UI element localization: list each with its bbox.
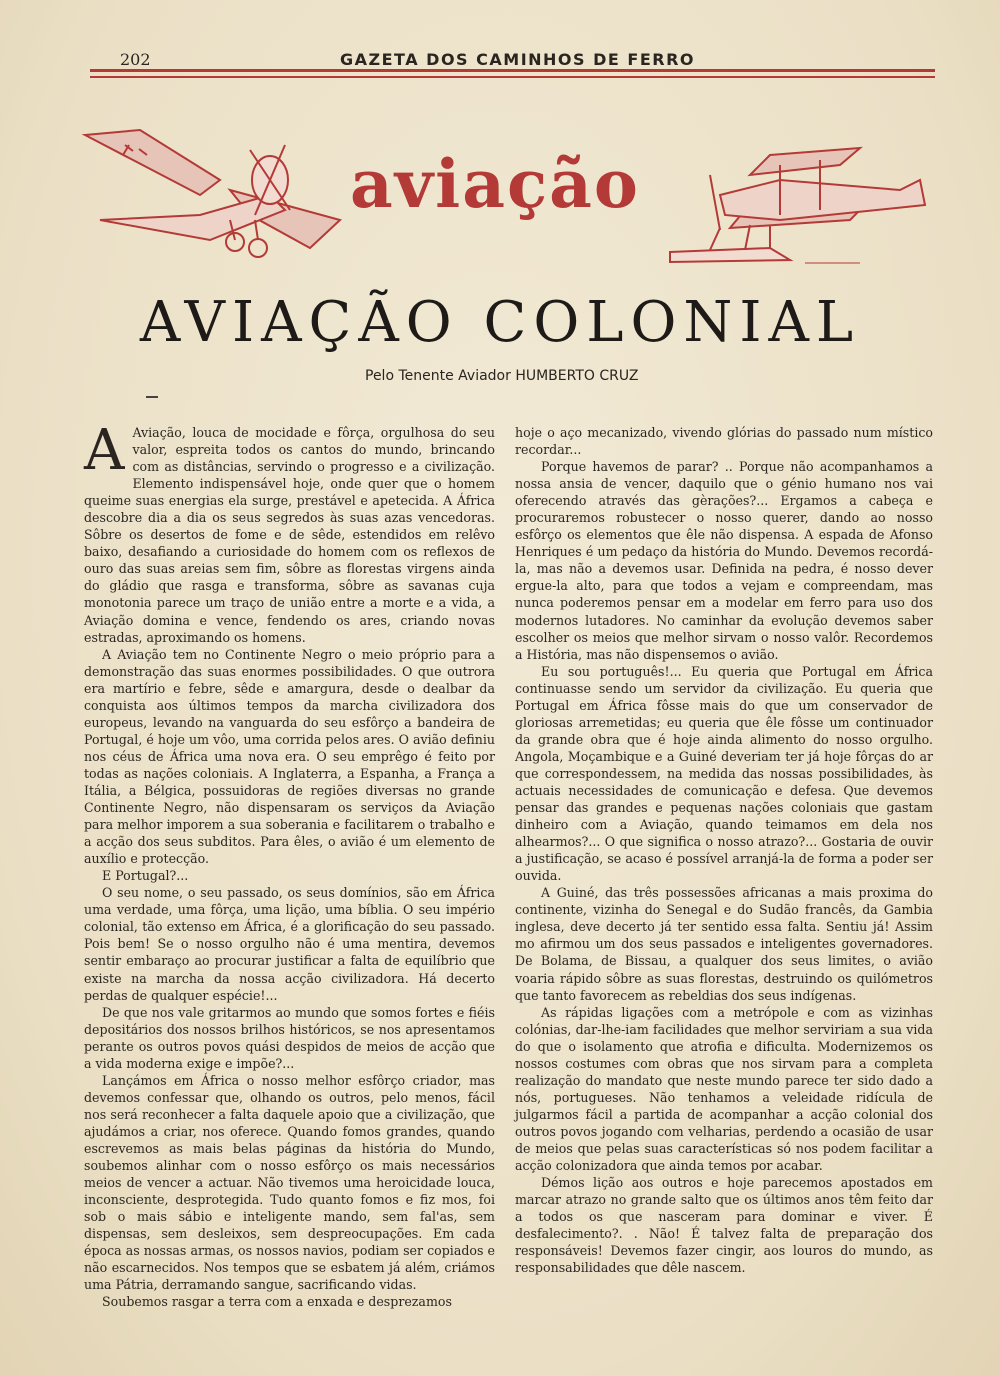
right-column	[515, 424, 933, 1276]
paragraph: O seu nome, o seu passado, os seus domínios, são em África uma verdade, uma fôrça, uma lição, uma bíblia. O seu império colonial, tão extenso em África, é a glorificação do seu passado. Pois bem! Se o nosso orgulho não é uma mentira, devemos sentir embaraço ao procurar justificar a falta de equilíbrio que existe na marcha da nossa acção civilizadora. Há decerto perdas de qualquer espécie!...	[84, 885, 495, 1003]
paragraph: E Portugal?...	[102, 868, 189, 884]
banner-word: aviação	[350, 145, 640, 223]
article-title: AVIAÇÃO COLONIAL	[139, 290, 861, 355]
left-column	[84, 418, 495, 1310]
paragraph: Eu sou português!... Eu queria que Portugal em África continuasse sendo um servidor da civilização. Eu queria que Portugal em África fôsse mais do que um conservador de gloriosas arremetidas; eu queria que êle fôsse um continuador da grande obra que é hoje ainda alimento do nosso orgulho. Angola, Moçambique e a Guiné deveriam ter já hoje fôrças do ar que correspondessem, na medida das nossas possibilidades, às actuais necessidades de comunicação e defesa. Que devemos pensar das grandes e pequenas nações coloniais que gastam dinheiro com a Aviação, quando teimamos em dela nos alhearmos?... O que significa o nosso atrazo?... Gostaria de ouvir a justificação, se acaso é possível arranjá-la de forma a poder ser ouvida.	[515, 663, 933, 884]
separator-dash	[146, 396, 158, 398]
paragraph: Démos lição aos outros e hoje parecemos apostados em marcar atrazo no grande salto que os últimos anos têm feito dar a todos os que nasceram para dominar e viver. É desfalecimento?. . Não! É talvez falta de preparação dos responsáveis! Devemos fazer cingir, aos louros do mundo, as responsabilidades que dêle nascem.	[515, 1175, 933, 1276]
paragraph: Aviação, louca de mocidade e fôrça, orgulhosa do seu valor, espreita todos os cantos do mundo, brincando com as distâncias, servindo o progresso e a civilização. Elemento indispensável hoje, onde quer que o homem queime suas energias ela surge, prestável e apetecida. A África descobre dia a dia os seus segredos às suas azas vencedoras. Sôbre os desertos de fome e de sêde, estendidos em relêvo baixo, desafiando a curiosidade do homem com os reflexos de ouro das suas areias sem fim, sôbre as florestas virgens ainda do gládio que rasga e transforma, sôbre as savanas cuja monotonia parece um traço de união entre a morte e a vida, a Aviação domina e vence, fendendo os ares, criando novas estradas, aproximando os homens.	[84, 425, 495, 645]
paragraph: As rápidas ligações com a metrópole e com as vizinhas colónias, dar-lhe-iam facilidades que melhor serviriam a sua vida do que o isolamento que atrofia e dificulta. Modernizemos os nossos costumes com obras que nos sirvam para a completa realização do mandato que neste mundo parece ter sido dado a nós, portugueses. Não tenhamos a veleidade ridícula de julgarmos fácil a partida de acompanhar a acção colonial dos outros povos jogando com velharias, perdendo a ocasião de usar de meios que pelas suas características só nos podem facilitar a acção colonizadora que ainda temos por acabar.	[515, 1004, 933, 1174]
paragraph: hoje o aço mecanizado, vivendo glórias do passado num místico recordar...	[515, 425, 933, 458]
header-rule-top	[90, 69, 935, 72]
paragraph: A Guiné, das três possessões africanas a mais proxima do continente, vizinha do Senegal e do Sudão francês, da Gambia inglesa, deve decerto já ter sentido essa falta. Sentiu já! Assim mo afirmou um dos seus passados e inteligentes governadores. De Bolama, de Bissau, a qualquer dos seus limites, o avião voaria rápido sôbre as suas florestas, destruindo os quilómetros que tanto favorecem as rebeldias dos seus indígenas.	[515, 885, 933, 1003]
paragraph: Porque havemos de parar? .. Porque não acompanhamos a nossa ansia de vencer, daquilo que o génio humano nos vai oferecendo através das gèrações?... Ergamos a cabeça e procuraremos robustecer o nosso querer, dando ao nosso esfôrço os elementos que êle não dispensa. A espada de Afonso Henriques é um pedaço da história do Mundo. Devemos recordá-la, mas não a devemos usar. Definida na pedra, é nosso dever ergue-la alto, para que todos a vejam e compreendam, mas nunca poderemos pensar em a modelar em ferro para uso dos modernos lutadores. No caminhar da evolução devemos saber escolher os meios que melhor sirvam o nosso valôr. Recordemos a História, mas não dispensemos o avião.	[515, 459, 933, 662]
monoplane-illustration	[85, 130, 340, 257]
header-rule-bottom	[90, 76, 935, 78]
drop-cap: A	[84, 418, 125, 483]
paragraph: De que nos vale gritarmos ao mundo que somos fortes e fiéis depositários dos nossos brilhos históricos, se nos apresentamos perante os outros povos quási despidos de meios de acção que a vida moderna exige e impõe?...	[84, 1004, 495, 1071]
paragraph: Soubemos rasgar a terra com a enxada e desprezamos	[102, 1294, 452, 1310]
seaplane-illustration	[670, 148, 925, 263]
byline: Pelo Tenente Aviador HUMBERTO CRUZ	[365, 368, 639, 384]
paragraph: A Aviação tem no Continente Negro o meio próprio para a demonstração das suas enormes possibilidades. O que outrora era martírio e febre, sêde e amargura, desde o dealbar da conquista aos últimos tempos da marcha civilizadora dos europeus, levando na vanguarda do seu esfôrço a bandeira de Portugal, é hoje um vôo, uma corrida pelos ares. O avião definiu nos céus de África uma nova era. O seu emprêgo é feito por todas as nações coloniais. A Inglaterra, a Espanha, a França a Itália, a Bélgica, possuidoras de regiões diversas no grande Continente Negro, não dispensaram os serviços da Aviação para melhor imporem a sua soberania e facilitarem o trabalho e a acção dos seus subditos. Para êles, o avião é um elemento de auxílio e protecção.	[84, 646, 495, 867]
page-number: 202	[120, 50, 151, 69]
paragraph: Lançámos em África o nosso melhor esfôrço criador, mas devemos confessar que, olhando os outros, pelo menos, fácil nos será reconhecer a falta daquele apoio que a civilização, que ajudámos a criar, nos oferece. Quando fomos grandes, quando escrevemos as mais belas páginas da história do Mundo, soubemos alinhar com o nosso esfôrço os mais necessários meios de vencer a actuar. Não tivemos uma heroicidade louca, inconsciente, desprotegida. Tudo quanto fomos e fiz mos, foi sob o mais sábio e inteligente mando, sem fal'as, sem dispensas, sem desleixos, sem despreocupações. Em cada época as nossas armas, os nossos navios, podiam ser copiados e não escarnecidos. Nos tempos que se esbatem já além, criámos uma Pátria, derramando sangue, sacrificando vidas.	[84, 1072, 495, 1293]
journal-title: GAZETA DOS CAMINHOS DE FERRO	[340, 50, 696, 69]
